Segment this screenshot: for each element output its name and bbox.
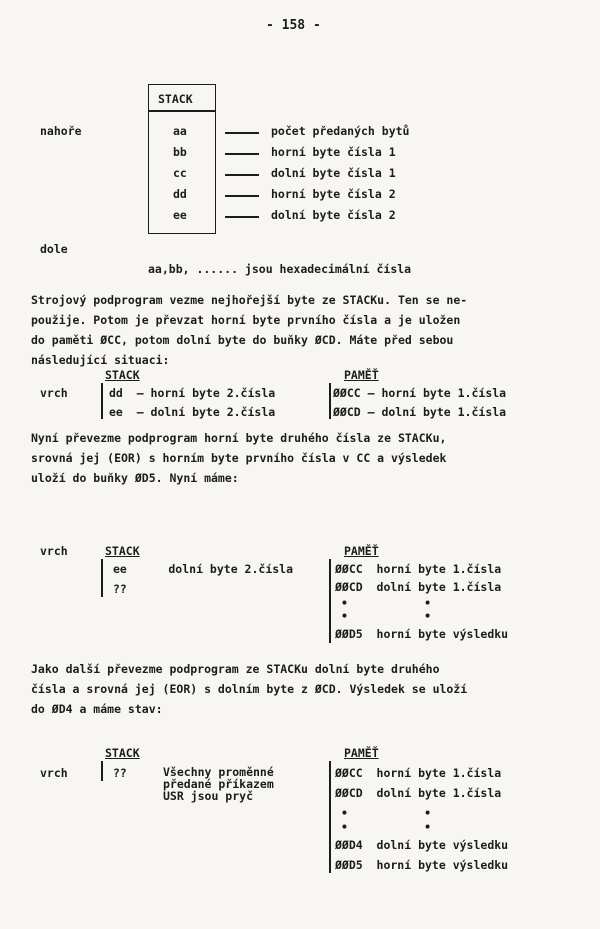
paragraph-1 — [31, 290, 566, 370]
connector-line — [225, 174, 259, 176]
memory-row: ØØCD — dolní byte 1.čísla — [333, 405, 507, 419]
connector-line — [225, 153, 259, 155]
paragraph-2 — [31, 428, 566, 488]
stack-bracket — [101, 761, 103, 781]
stack-cell: cc — [173, 166, 187, 180]
memory-row: ØØD5 horní byte výsledku — [335, 627, 509, 641]
text-line: čísla a srovná jej (EOR) s dolním byte z ØCD. Výsledek se uloží — [31, 682, 468, 696]
paragraph-3 — [31, 659, 566, 719]
memory-bracket — [329, 559, 331, 643]
ellipsis-row: • • — [341, 609, 432, 623]
stack-row: ee dolní byte 2.čísla — [113, 562, 294, 576]
stack-header: STACK — [105, 746, 140, 760]
stack-cell: dd — [173, 187, 187, 201]
stack-header-divider — [148, 110, 216, 112]
vrch-label: vrch — [40, 544, 68, 558]
stack-desc: horní byte čísla 2 — [271, 187, 396, 201]
ellipsis-row: • • — [341, 820, 432, 834]
memory-row: ØØCC horní byte 1.čísla — [335, 766, 502, 780]
stack-row: dd — horní byte 2.čísla — [109, 386, 276, 400]
stack-row: ee — dolní byte 2.čísla — [109, 405, 276, 419]
connector-line — [225, 132, 259, 134]
memory-row: ØØCD dolní byte 1.čísla — [335, 786, 502, 800]
ellipsis-row: • • — [341, 596, 432, 610]
stack-desc: dolní byte čísla 2 — [271, 208, 396, 222]
stack-cell: ee — [173, 208, 187, 222]
memory-bracket — [329, 383, 331, 419]
connector-line — [225, 195, 259, 197]
memory-header: PAMĚŤ — [344, 746, 379, 760]
connector-line — [225, 216, 259, 218]
stack-bracket — [101, 383, 103, 419]
text-line: uloží do buňky ØD5. Nyní máme: — [31, 471, 239, 485]
stack-header: STACK — [105, 544, 140, 558]
memory-row: ØØCC — horní byte 1.čísla — [333, 386, 507, 400]
hex-note: aa,bb, ...... jsou hexadecimální čísla — [148, 262, 412, 276]
text-line: do ØD4 a máme stav: — [31, 702, 163, 716]
text-line: srovná jej (EOR) s horním byte prvního čísla v CC a výsledek — [31, 451, 447, 465]
stack-desc: dolní byte čísla 1 — [271, 166, 396, 180]
memory-row: ØØCC horní byte 1.čísla — [335, 562, 502, 576]
bottom-label: dole — [40, 242, 68, 256]
text-line: následující situaci: — [31, 353, 170, 367]
stack-cell: aa — [173, 124, 187, 138]
stack-header: STACK — [158, 92, 193, 106]
ellipsis-row: • • — [341, 806, 432, 820]
text-line: Jako další převezme podprogram ze STACKu dolní byte druhého — [31, 662, 440, 676]
memory-bracket — [329, 761, 331, 873]
memory-row: ØØCD dolní byte 1.čísla — [335, 580, 502, 594]
stack-row: ?? — [113, 766, 127, 780]
stack-cell: bb — [173, 145, 187, 159]
text-line: Strojový podprogram vezme nejhořejší byte ze STACKu. Ten se ne- — [31, 293, 468, 307]
memory-header: PAMĚŤ — [344, 544, 379, 558]
page-number: - 158 - — [266, 18, 321, 33]
stack-desc: horní byte čísla 1 — [271, 145, 396, 159]
stack-header: STACK — [105, 368, 140, 382]
stack-desc: počet předaných bytů — [271, 124, 410, 138]
memory-row: ØØD5 horní byte výsledku — [335, 858, 509, 872]
vrch-label: vrch — [40, 766, 68, 780]
memory-header: PAMĚŤ — [344, 368, 379, 382]
stack-note-line: USR jsou pryč — [163, 789, 254, 803]
stack-note-line: předané příkazem — [163, 777, 274, 791]
vrch-label: vrch — [40, 386, 68, 400]
text-line: do paměti ØCC, potom dolní byte do buňky ØCD. Máte před sebou — [31, 333, 454, 347]
stack-bracket — [101, 559, 103, 597]
top-label: nahoře — [40, 124, 82, 138]
stack-note-line: Všechny proměnné — [163, 765, 274, 779]
text-line: Nyní převezme podprogram horní byte druhého čísla ze STACKu, — [31, 431, 447, 445]
memory-row: ØØD4 dolní byte výsledku — [335, 838, 509, 852]
text-line: použije. Potom je převzat horní byte prvního čísla a je uložen — [31, 313, 461, 327]
stack-row: ?? — [113, 582, 127, 596]
